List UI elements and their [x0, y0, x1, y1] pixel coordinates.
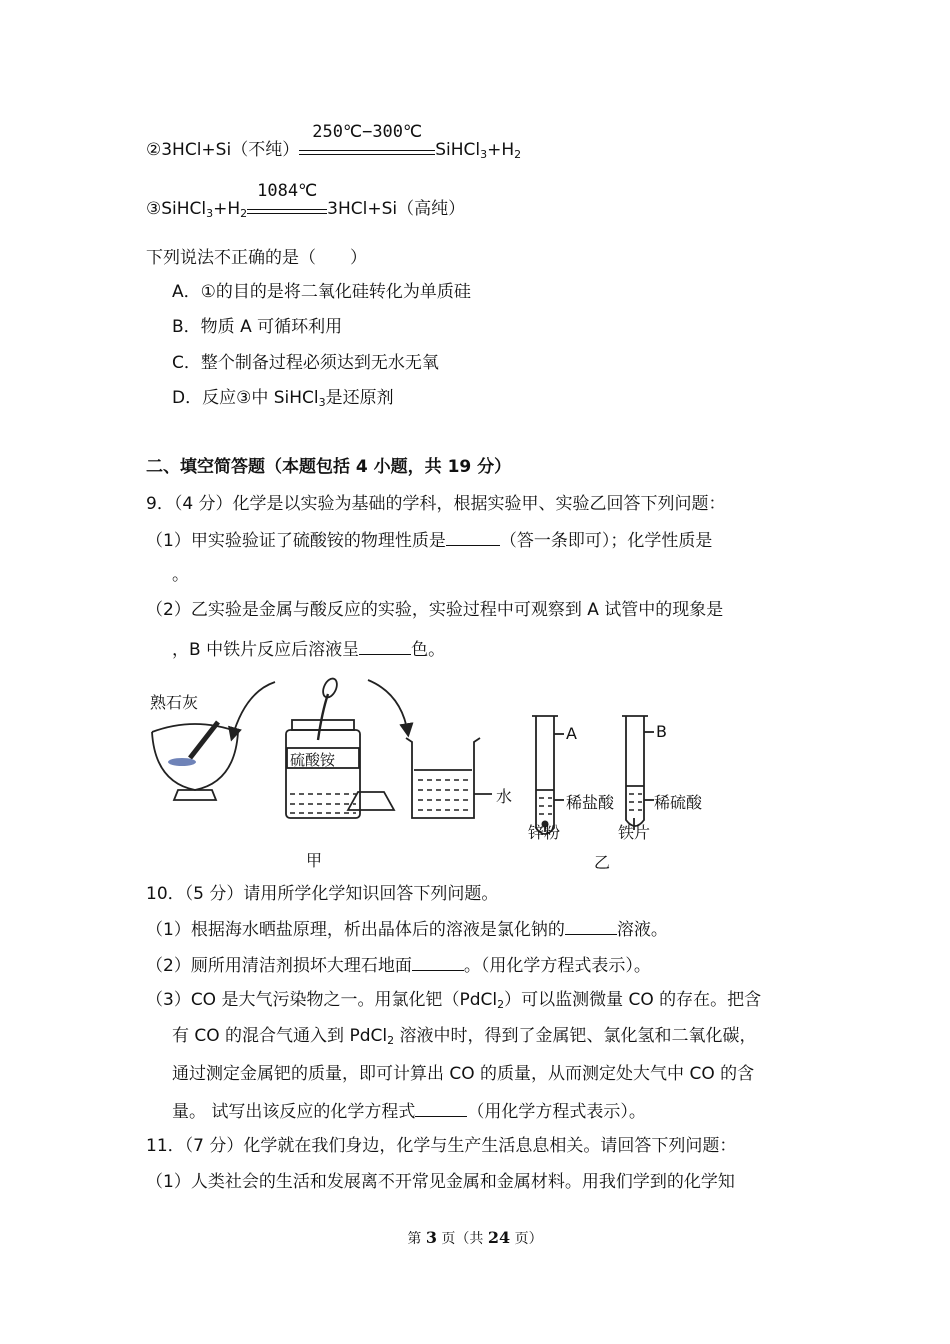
- answer-blank[interactable]: [412, 952, 464, 971]
- q10-part-3-line3: 通过测定金属钯的质量，即可计算出 CO 的质量，从而测定处大气中 CO 的含: [172, 1064, 755, 1084]
- page-number: 3: [425, 1228, 437, 1247]
- label-metal-b: 铁片: [618, 823, 651, 842]
- caption-jia: 甲: [306, 851, 323, 870]
- arrow-icon: [232, 682, 275, 738]
- q10-part-2: （2）厕所用清洁剂损坏大理石地面 。（用化学方程式表示）。: [146, 952, 651, 978]
- experiment-figure: [140, 672, 720, 872]
- caption-yi: 乙: [594, 853, 611, 872]
- reaction-2: ②3HCl+Si（不纯） 250℃−300℃ $SiHCl_3+H_2$: [146, 122, 522, 161]
- reaction-3-condition: 1084℃: [257, 181, 318, 201]
- q9-part-2: （2）乙实验是金属与酸反应的实验，实验过程中可观察到 A 试管中的现象是: [146, 600, 724, 620]
- test-tube-b-icon: [622, 716, 654, 830]
- section-2-title: 二、填空简答题（本题包括 4 小题，共 19 分）: [146, 457, 512, 477]
- q9-part-1: （1）甲实验验证了硫酸铵的物理性质是 （答一条即可）；化学性质是: [146, 527, 712, 553]
- q10-part-3-line2: 有 CO 的混合气通入到 PdCl$_2$ 溶液中时，得到了金属钯、氯化氢和二氧化碳，: [172, 1026, 757, 1047]
- q8-option-a: A．①的目的是将二氧化硅转化为单质硅: [172, 282, 471, 302]
- q11-part-1: （1）人类社会的生活和发展离不开常见金属和金属材料。用我们学到的化学知: [146, 1172, 735, 1192]
- label-acid-a: 稀盐酸: [566, 793, 615, 812]
- label-metal-a: 锌粉: [528, 823, 561, 842]
- label-tube-b: B: [656, 722, 667, 741]
- reaction-3: $③SiHCl_3+H_2$ 1084℃ 3HCl+Si（高纯）: [146, 181, 466, 220]
- q8-option-b: B．物质 A 可循环利用: [172, 317, 343, 337]
- answer-blank[interactable]: [415, 1098, 467, 1117]
- q10-stem: 10．（5 分）请用所学化学知识回答下列问题。: [146, 884, 499, 904]
- q9-part-2-cont: ，B 中铁片反应后溶液呈 色。: [172, 636, 445, 662]
- reaction-2-condition: 250℃−300℃: [312, 122, 423, 142]
- answer-blank[interactable]: [359, 636, 411, 655]
- arrow-icon: [368, 680, 408, 734]
- reagent-jar-icon: [286, 676, 360, 818]
- answer-blank[interactable]: [446, 527, 500, 546]
- reaction-3-right: 3HCl+Si（高纯）: [327, 199, 466, 219]
- q8-stem: 下列说法不正确的是（ ）: [146, 248, 367, 268]
- q10-part-1: （1）根据海水晒盐原理，析出晶体后的溶液是氯化钠的 溶液。: [146, 916, 668, 942]
- q9-stem: 9．（4 分）化学是以实验为基础的学科，根据实验甲、实验乙回答下列问题：: [146, 494, 726, 514]
- reaction-2-arrow: [299, 122, 435, 155]
- page-total: 24: [487, 1228, 511, 1247]
- label-jar: 硫酸铵: [290, 751, 336, 769]
- q10-part-3-line4: 量。 试写出该反应的化学方程式 （用化学方程式表示）。: [172, 1098, 646, 1124]
- label-tube-a: A: [566, 724, 577, 743]
- test-tube-a-icon: [532, 716, 564, 834]
- q9-part-1-cont: 。: [172, 565, 189, 585]
- answer-blank[interactable]: [565, 916, 617, 935]
- q8-option-d: D．反应③中 SiHCl$_3$是还原剂: [172, 388, 394, 409]
- stopper-icon: [348, 792, 394, 810]
- reaction-3-arrow: [247, 181, 327, 214]
- mortar-icon: [152, 722, 238, 800]
- label-water: 水: [496, 787, 513, 806]
- page-footer: 第 3 页（共 24 页）: [407, 1228, 543, 1247]
- q8-option-c: C．整个制备过程必须达到无水无氧: [172, 353, 439, 373]
- reaction-2-left: ②3HCl+Si（不纯）: [146, 140, 300, 160]
- label-acid-b: 稀硫酸: [654, 793, 703, 812]
- q11-stem: 11．（7 分）化学就在我们身边，化学与生产生活息息相关。请回答下列问题：: [146, 1136, 737, 1156]
- beaker-icon: [406, 738, 492, 818]
- label-mortar: 熟石灰: [150, 693, 199, 712]
- q10-part-3: （3）CO 是大气污染物之一。用氯化钯（PdCl$_2$）可以监测微量 CO 的存在。把含: [146, 990, 762, 1011]
